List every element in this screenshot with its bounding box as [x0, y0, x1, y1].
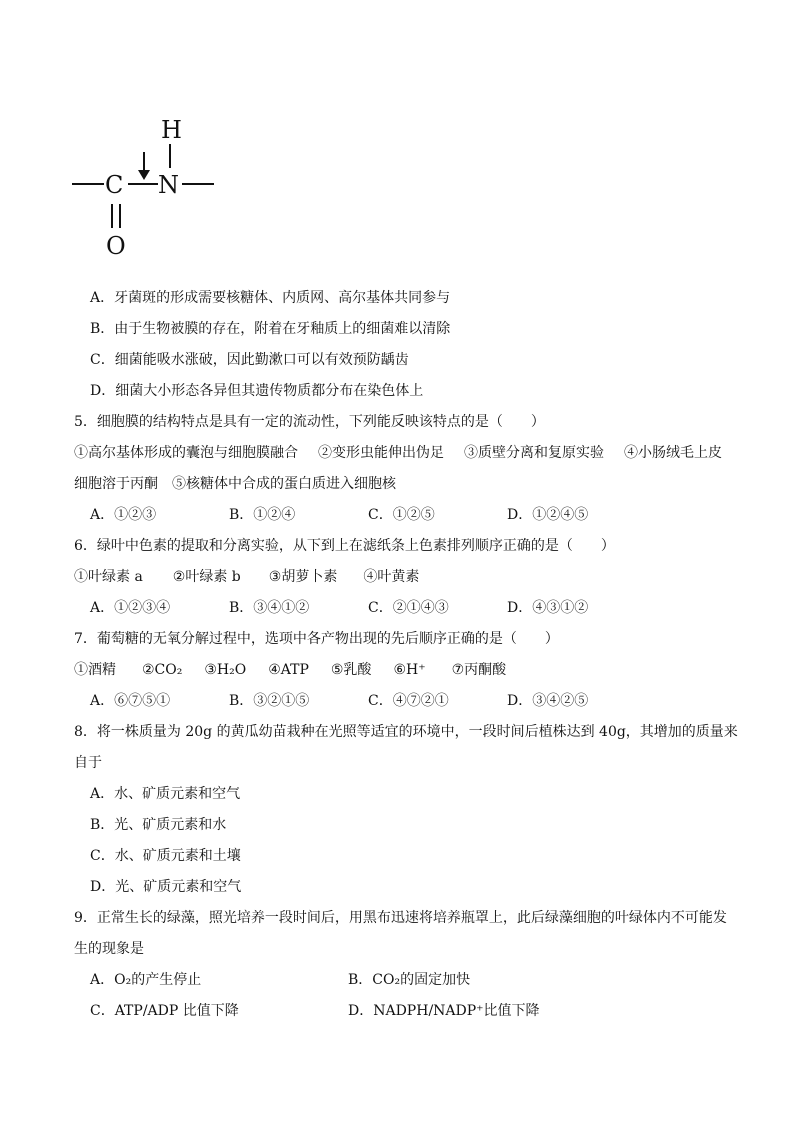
q7-option-d: D．③④②⑤: [507, 693, 589, 709]
q5-item: ②变形虫能伸出伪足: [318, 445, 444, 461]
q5-stem: 5．细胞膜的结构特点是具有一定的流动性，下列能反映该特点的是（ ）: [74, 414, 545, 430]
q8-stem-line2: 自于: [74, 755, 102, 771]
q7-item: ⑦丙酮酸: [451, 662, 507, 678]
q5-option-c: C．①②⑤: [368, 507, 435, 523]
diagram-arrow-head: [138, 170, 150, 180]
q5-item: ③质壁分离和复原实验: [464, 445, 604, 461]
q7-item: ⑤乳酸: [330, 662, 372, 678]
q7-option-a: A．⑥⑦⑤①: [90, 693, 171, 709]
q9-option-a: A．O₂的产生停止: [90, 972, 202, 988]
q4-option-b: B．由于生物被膜的存在，附着在牙釉质上的细菌难以清除: [90, 321, 451, 337]
q4-option-c: C．细菌能吸水涨破，因此勤漱口可以有效预防龋齿: [90, 352, 409, 368]
q6-item: ④叶黄素: [363, 569, 420, 585]
q6-items: [74, 562, 734, 593]
q9-options-row1: [74, 965, 734, 996]
q7-item: ②CO₂: [142, 662, 183, 678]
peptide-bond-diagram: [64, 110, 224, 270]
q6-option-b: B．③④①②: [229, 600, 310, 616]
q6-option-a: A．①②③④: [90, 600, 171, 616]
q5-options: [74, 500, 734, 531]
q4-option-a: A．牙菌斑的形成需要核糖体、内质网、高尔基体共同参与: [90, 290, 451, 306]
q6-options: [74, 593, 734, 624]
q7-options: [74, 686, 734, 717]
q5-option-d: D．①②④⑤: [507, 507, 589, 523]
q7-items: [74, 655, 734, 686]
q7-option-c: C．④⑦②①: [368, 693, 449, 709]
q5-items-line1: [74, 438, 734, 469]
q8-option-b: B．光、矿质元素和水: [90, 817, 227, 833]
q7-item: ①酒精: [74, 662, 116, 678]
q9-options-row2: [74, 996, 734, 1027]
q9-stem-line2: 生的现象是: [74, 941, 144, 957]
diagram-o-label: O: [106, 232, 126, 260]
q8-option-a: A．水、矿质元素和空气: [90, 786, 241, 802]
q9-option-d: D．NADPH/NADP⁺比值下降: [348, 1003, 540, 1019]
q7-item: ④ATP: [268, 662, 309, 678]
q6-item: ②叶绿素 b: [172, 569, 241, 585]
q7-item: ⑥H⁺: [393, 662, 426, 678]
q6-option-d: D．④③①②: [507, 600, 589, 616]
q6-option-c: C．②①④③: [368, 600, 449, 616]
q5-item: ①高尔基体形成的囊泡与细胞膜融合: [74, 445, 298, 461]
question-content: [74, 283, 738, 1027]
q8-option-c: C．水、矿质元素和土壤: [90, 848, 241, 864]
q4-option-d: D．细菌大小形态各异但其遗传物质都分布在染色体上: [90, 383, 424, 399]
q7-item: ③H₂O: [204, 662, 247, 678]
diagram-h-label: H: [161, 116, 182, 144]
q6-item: ③胡萝卜素: [268, 569, 338, 585]
q7-option-b: B．③②①⑤: [229, 693, 310, 709]
q6-stem: 6．绿叶中色素的提取和分离实验，从下到上在滤纸条上色素排列顺序正确的是（ ）: [74, 538, 615, 554]
q5-items-line2: [74, 469, 734, 500]
q9-option-c: C．ATP/ADP 比值下降: [90, 1003, 239, 1019]
q5-option-b: B．①②④: [229, 507, 296, 523]
q5-option-a: A．①②③: [90, 507, 157, 523]
q5-item: ⑤核糖体中合成的蛋白质进入细胞核: [172, 476, 396, 492]
q5-item: 细胞溶于丙酮: [74, 476, 158, 492]
q6-item: ①叶绿素 a: [74, 569, 143, 585]
q9-stem-line1: 9．正常生长的绿藻，照光培养一段时间后，用黑布迅速将培养瓶罩上，此后绿藻细胞的叶绿体内不可能发: [74, 910, 727, 926]
diagram-n-label: N: [158, 171, 179, 199]
q8-stem-line1: 8．将一株质量为 20g 的黄瓜幼苗栽种在光照等适宜的环境中，一段时间后植株达到 40g，其增加的质量来: [74, 724, 738, 740]
q5-item: ④小肠绒毛上皮: [624, 445, 722, 461]
q8-option-d: D．光、矿质元素和空气: [90, 879, 242, 895]
diagram-c-label: C: [105, 171, 124, 199]
q7-stem: 7．葡萄糖的无氧分解过程中，选项中各产物出现的先后顺序正确的是（ ）: [74, 631, 559, 647]
q9-option-b: B．CO₂的固定加快: [348, 972, 471, 988]
